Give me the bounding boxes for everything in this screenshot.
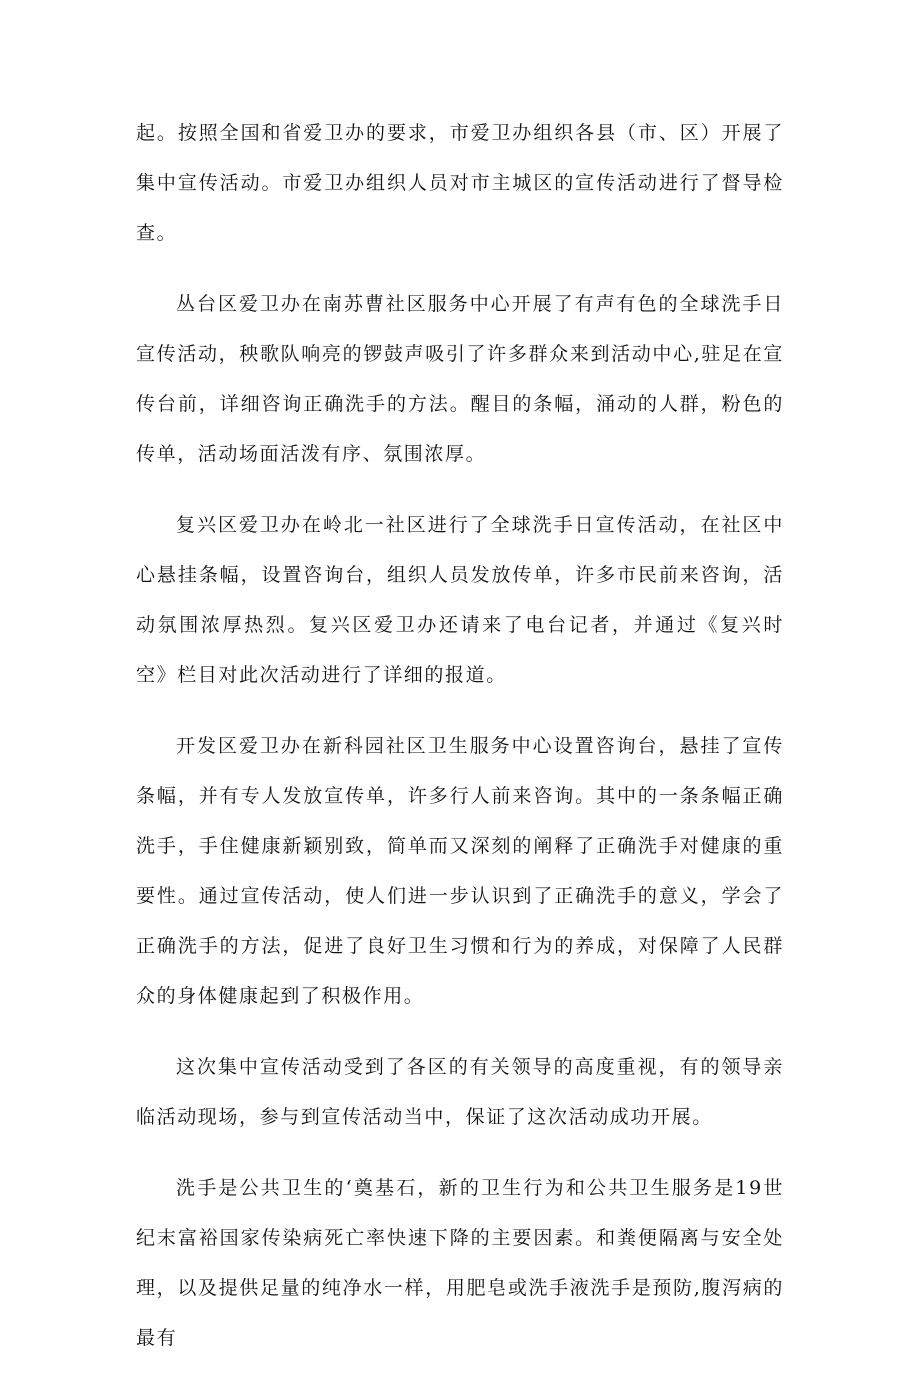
- document-body: [136, 108, 784, 1384]
- paragraph-3: 复兴区爱卫办在岭北一社区进行了全球洗手日宣传活动，在社区中心悬挂条幅，设置咨询台，组织人员发放传单，许多市民前来咨询，活动氛围浓厚热烈。复兴区爱卫办还请来了电台记者，并通过《复兴时空》栏目对此次活动进行了详细的报道。: [136, 514, 784, 686]
- paragraph-4: 开发区爱卫办在新科园社区卫生服务中心设置咨询台，悬挂了宣传条幅，并有专人发放宣传单，许多行人前来咨询。其中的一条条幅正确洗手，手住健康新颖别致，简单而又深刻的阐释了正确洗手对健康的重要性。通过宣传活动，使人们进一步认识到了正确洗手的意义，学会了正确洗手的方法，促进了良好卫生习惯和行为的养成，对保障了人民群众的身体健康起到了积极作用。: [136, 735, 784, 1007]
- paragraph-2: 丛台区爱卫办在南苏曹社区服务中心开展了有声有色的全球洗手日宣传活动，秧歌队响亮的锣鼓声吸引了许多群众来到活动中心,驻足在宣传台前，详细咨询正确洗手的方法。醒目的条幅，涌动的人群，粉色的传单，活动场面活泼有序、氛围浓厚。: [136, 293, 784, 465]
- paragraph-5: 这次集中宣传活动受到了各区的有关领导的高度重视，有的领导亲临活动现场，参与到宣传活动当中，保证了这次活动成功开展。: [136, 1056, 784, 1128]
- paragraph-6: 洗手是公共卫生的‘奠基石，新的卫生行为和公共卫生服务是19世纪末富裕国家传染病死亡率快速下降的主要因素。和粪便隔离与安全处理，以及提供足量的纯净水一样，用肥皂或洗手液洗手是预防,腹泻病的最有: [136, 1177, 784, 1349]
- paragraph-1: 起。按照全国和省爱卫办的要求，市爱卫办组织各县（市、区）开展了集中宣传活动。市爱卫办组织人员对市主城区的宣传活动进行了督导检查。: [136, 122, 784, 244]
